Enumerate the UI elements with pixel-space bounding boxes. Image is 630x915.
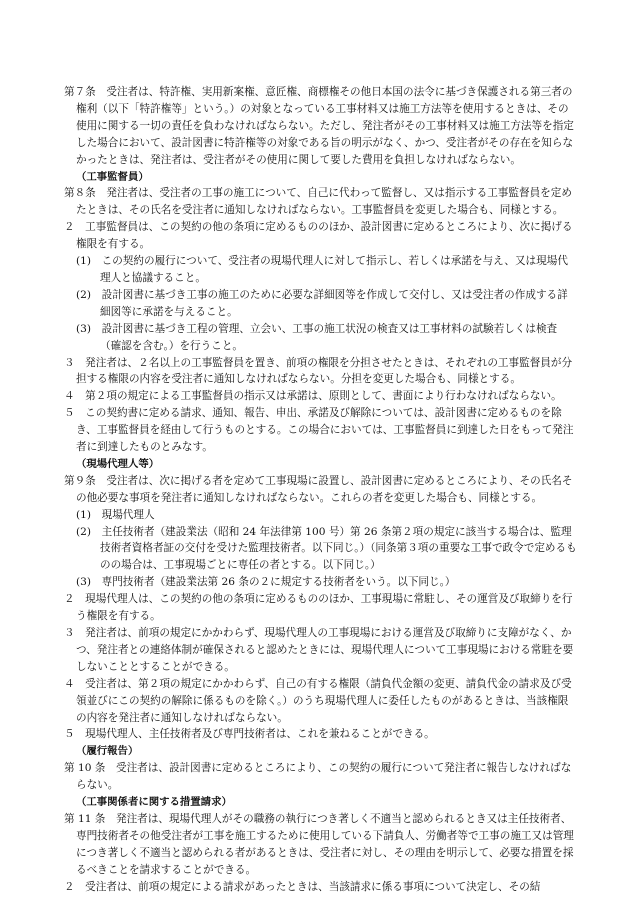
article-10: 第 10 条 受注者は、設計図書に定めるところにより、この契約の履行について発注者に報告しなければならない。 xyxy=(64,762,572,792)
heading-construction-supervisor: （工事監督員） xyxy=(76,170,149,183)
article-8-paragraph-3: ３ 発注者は、２名以上の工事監督員を置き、前項の権限を分担させたときは、それぞれの工事監督員が分担する権限の内容を受注者に通知しなければならない。分担を変更した場合も、同様とする。 xyxy=(64,356,573,386)
article-11-paragraph-2: ２ 受注者は、前項の規定による請求があったときは、当該請求に係る事項について決定し、その結 xyxy=(64,880,541,893)
heading-measure-request: （工事関係者に関する措置請求） xyxy=(76,796,232,809)
article-9-paragraph-2: ２ 現場代理人は、この契約の他の条項に定めるもののほか、工事現場に常駐し、その運営及び取締りを行う権限を有する。 xyxy=(64,593,573,623)
article-9-paragraph-5: ５ 現場代理人、主任技術者及び専門技術者は、これを兼ねることができる。 xyxy=(64,728,435,741)
heading-performance-report: （履行報告） xyxy=(76,745,139,758)
article-8-paragraph-5: ５ この契約書に定める請求、通知、報告、申出、承諾及び解除については、設計図書に定めるものを除き、工事監督員を経由して行うものとする。この場合においては、工事監督員に到達した日をもって発注者に到達したものとみなす。 xyxy=(64,407,574,454)
article-8-item-2: (2) 設計図書に基づき工事の施工のために必要な詳細図等を作成して交付し、又は受注者の作成する詳細図等に承諾を与えること。 xyxy=(76,288,568,318)
document-page xyxy=(64,84,578,896)
article-9: 第９条 受注者は、次に掲げる者を定めて工事現場に設置し、設計図書に定めるところにより、その氏名その他必要な事項を発注者に通知しなければならない。これらの者を変更した場合も、同様とする。 xyxy=(64,474,573,504)
article-9-item-3: (3) 専門技術者（建設業法第 26 条の２に規定する技術者をいう。以下同じ。） xyxy=(76,576,456,589)
article-8-item-1: (1) この契約の履行について、受注者の現場代理人に対して指示し、若しくは承諾を与え、又は現場代理人と協議すること。 xyxy=(76,255,568,284)
article-9-item-1: (1) 現場代理人 xyxy=(76,508,155,521)
article-7: 第７条 受注者は、特許権、実用新案権、意匠権、商標権その他日本国の法令に基づき保護される第三者の権利（以下「特許権等」という。）の対象となっている工事材料又は施工方法等を使用するときは、その使用に関する一切の責任を負わなければならない。ただし、発注者がその工事材料又は施工方法等を指定した場合において、設計図書に特許権等の対象である旨の明示がなく、かつ、受注者がその存在を知らなかったときは、発注者は、受注者がその使用に関して要した費用を負担しなければならない。 xyxy=(64,86,574,166)
heading-site-agent: （現場代理人等） xyxy=(76,457,160,470)
article-9-paragraph-4: ４ 受注者は、第２項の規定にかかわらず、自己の有する権限（請負代金額の変更、請負代金の請求及び受領並びにこの契約の解除に係るものを除く。）のうち現場代理人に委任したものがあるときは、当該権限の内容を発注者に通知しなければならない。 xyxy=(64,677,572,724)
article-8-paragraph-4: ４ 第２項の規定による工事監督員の指示又は承諾は、原則として、書面により行わなければならない。 xyxy=(64,390,562,403)
article-11: 第 11 条 発注者は、現場代理人がその職務の執行につき著しく不適当と認められるとき又は主任技術者、専門技術者その他受注者が工事を施工するために使用している下請負人、労働者等で工事の施工又は管理につき著しく不適当と認められる者があるときは、受注者に対し、その理由を明示して、必要な措置を採るべきことを請求することができる。 xyxy=(64,812,574,876)
article-8: 第８条 発注者は、受注者の工事の施工について、自己に代わって監督し、又は指示する工事監督員を定めたときは、その氏名を受注者に通知しなければならない。工事監督員を変更した場合も、同様とする。 xyxy=(64,187,572,217)
article-9-item-2: (2) 主任技術者（建設業法（昭和 24 年法律第 100 号）第 26 条第２項の規定に該当する場合は、監理技術者資格者証の交付を受けた監理技術者。以下同じ。）（同条第３項の重要な工事で政令で定めるものの場合は、工事現場ごとに専任の者とする。以下同じ。） xyxy=(76,525,577,572)
article-9-paragraph-3: ３ 発注者は、前項の規定にかかわらず、現場代理人の工事現場における運営及び取締りに支障がなく、かつ、発注者との連絡体制が確保されると認めたときには、現場代理人について工事現場における常駐を要しないこととすることができる。 xyxy=(64,627,574,673)
article-8-item-3: (3) 設計図書に基づき工程の管理、立会い、工事の施工状況の検査又は工事材料の試験若しくは検査（確認を含む。）を行うこと。 xyxy=(76,322,558,352)
article-8-paragraph-2: ２ 工事監督員は、この契約の他の条項に定めるもののほか、設計図書に定めるところにより、次に掲げる権限を有する。 xyxy=(64,221,573,251)
